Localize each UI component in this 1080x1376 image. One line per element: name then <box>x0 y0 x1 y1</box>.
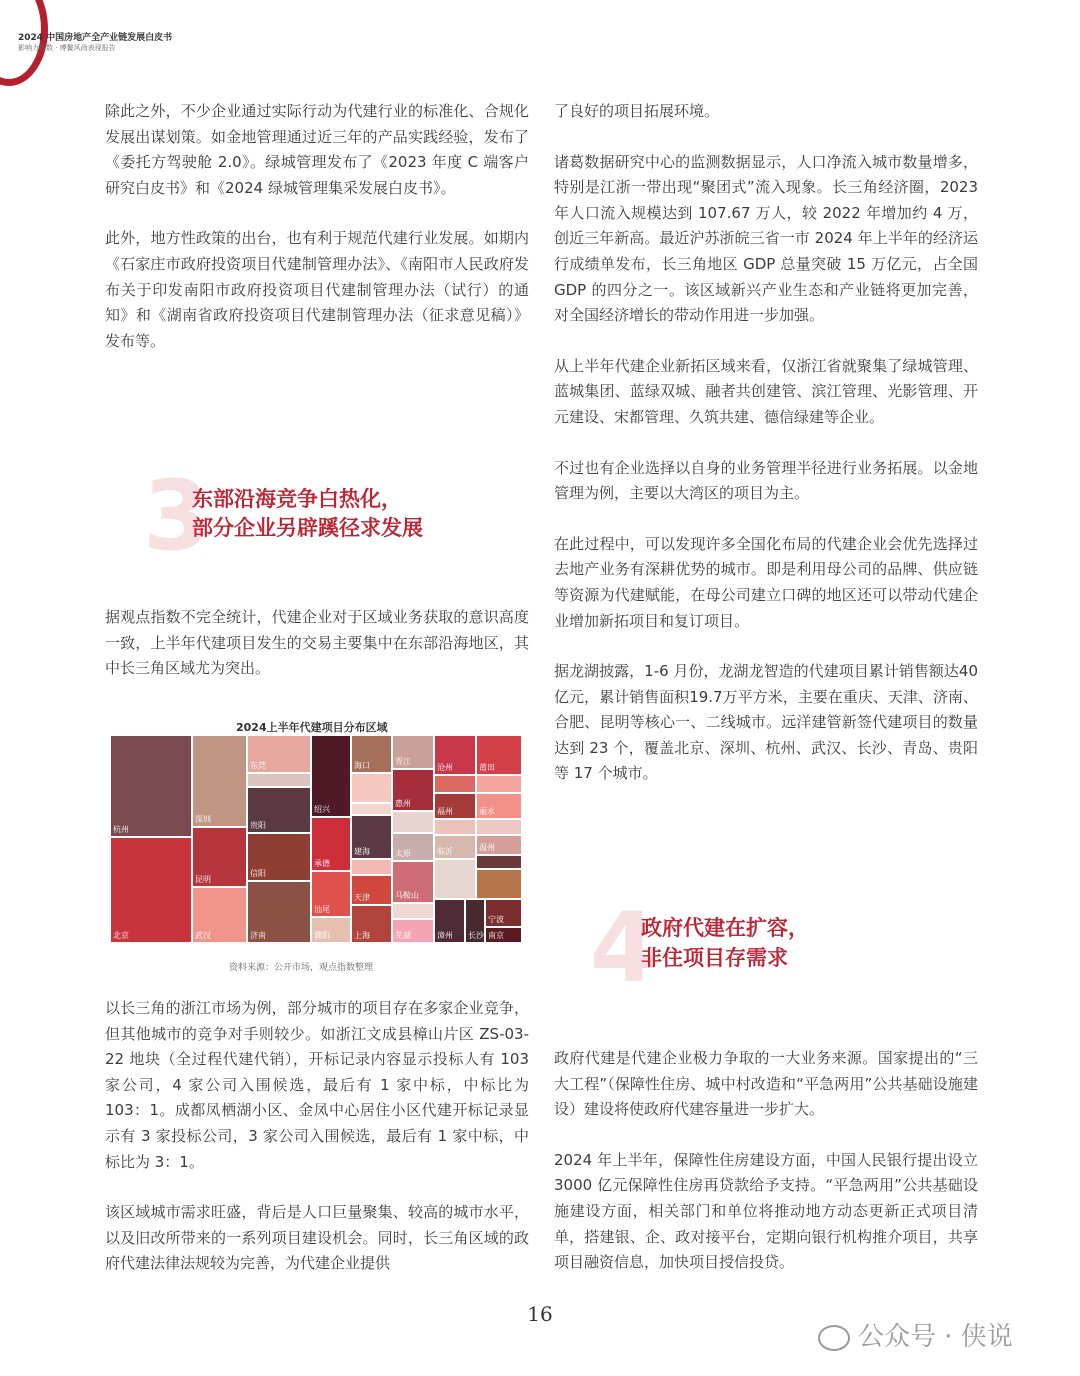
treemap-label: 天津 <box>354 893 370 902</box>
treemap-cell <box>434 775 476 793</box>
header-subtitle: 影响力指数 · 博鳌风尚表现报告 <box>18 44 116 52</box>
treemap-cell <box>476 775 522 793</box>
paragraph: 了良好的项目拓展环境。 <box>554 102 720 120</box>
treemap-label: 东莞 <box>250 761 266 770</box>
treemap-cell <box>392 833 434 861</box>
page-number: 16 <box>527 1302 553 1326</box>
section-title-3-line1: 东部沿海竞争白热化， <box>192 487 402 511</box>
treemap-cell <box>247 833 311 881</box>
treemap-label: 惠州 <box>395 799 411 808</box>
treemap-cell <box>192 827 247 887</box>
chart-title: 2024上半年代建项目分布区域 <box>236 721 388 734</box>
paragraph: 2024 年上半年，保障性住房建设方面，中国人民银行提出设立 3000 亿元保障性住房再贷款给予支持。“平急两用”公共基础设施建设方面，相关部门和单位将推动地方动态更新正式项目清单，搭建银、企、政对接平台，定期向银行机构推介项目，共享项目融资信息，加快项目授信投贷。 <box>554 1150 978 1272</box>
treemap-cell <box>351 905 392 943</box>
treemap-cell <box>434 793 476 819</box>
treemap-cell <box>351 735 392 773</box>
treemap-cell <box>351 773 392 803</box>
treemap-cell <box>351 815 392 859</box>
treemap-cell <box>485 927 522 943</box>
treemap-cell <box>192 887 247 943</box>
watermark-text: 公众号 · 侠说 <box>858 1322 1013 1352</box>
treemap-label: 南京 <box>488 931 504 940</box>
treemap-cell <box>392 735 434 769</box>
treemap-label: 海口 <box>354 761 370 770</box>
treemap-label: 信阳 <box>250 869 266 878</box>
section-title-4-line2: 非住项目存需求 <box>641 946 788 970</box>
treemap-label: 晋江 <box>395 757 411 766</box>
treemap-cell <box>476 793 522 819</box>
treemap-cell <box>247 881 311 943</box>
paragraph: 据龙湖披露，1-6 月份，龙湖龙智造的代建项目累计销售额达40亿元，累计销售面积19.7万平方米，主要在重庆、天津、济南、合肥、昆明等核心一、二线城市。远洋建管新签代建项目的数量达到 23 个，覆盖北京、深圳、杭州、武汉、长沙、青岛、贵阳等 17 个城市。 <box>554 662 978 783</box>
wechat-icon <box>818 1325 850 1351</box>
paragraph: 诸葛数据研究中心的监测数据显示，人口净流入城市数量增多，特别是江浙一带出现“聚团式”流入现象。长三角经济圈，2023 年人口流入规模达到 107.67 万人，较 2022 年增加约 4 万，创近三年新高。最近沪苏浙皖三省一市 2024 年上半年的经济运行成绩单发布，长三角地区 GDP 总量突破 15 万亿元，占全国 GDP 的四分之一。该区域新兴产业生态和产业链将更加完善，对全国经济增长的带动作用进一步加强。 <box>554 152 978 325</box>
treemap-chart <box>110 735 522 943</box>
treemap-label: 福州 <box>437 807 453 816</box>
treemap-label: 漳州 <box>437 931 453 940</box>
treemap-cell <box>485 899 522 927</box>
treemap-label: 沧州 <box>437 763 453 772</box>
treemap-label: 昆明 <box>195 875 211 884</box>
treemap-cell <box>434 735 476 775</box>
right-top-text <box>554 99 978 812</box>
treemap-label: 临沂 <box>437 847 453 856</box>
treemap-cell <box>465 899 485 943</box>
treemap-cell <box>192 735 247 827</box>
treemap-label: 温州 <box>479 843 495 852</box>
treemap-cell <box>476 735 522 775</box>
treemap-label: 上海 <box>354 931 370 940</box>
paragraph: 不过也有企业选择以自身的业务管理半径进行业务拓展。以金地管理为例，主要以大湾区的项目为主。 <box>554 458 978 503</box>
treemap-label: 武汉 <box>195 931 211 940</box>
section-title-4-line1: 政府代建在扩容， <box>641 916 809 940</box>
treemap-cell <box>434 859 476 899</box>
treemap-cell <box>392 919 434 943</box>
section-number-3: 3 <box>143 460 210 572</box>
header-title: 2024 中国房地产全产业链发展白皮书 <box>18 33 173 43</box>
treemap-cell <box>476 819 522 835</box>
treemap-cell <box>110 735 192 837</box>
treemap-label: 杭州 <box>113 825 129 834</box>
treemap-label: 汕尾 <box>314 905 330 914</box>
treemap-cell <box>476 869 522 899</box>
paragraph: 从上半年代建企业新拓区域来看，仅浙江省就聚集了绿城管理、蓝城集团、蓝绿双城、融者共创建管、滨江管理、光影管理、开元建设、宋都管理、久筑共建、德信绿建等企业。 <box>554 356 978 426</box>
paragraph: 除此之外，不少企业通过实际行动为代建行业的标准化、合规化发展出谋划策。如金地管理通过近三年的产品实践经验，发布了《委托方驾驶舱 2.0》。绿城管理发布了《2023 年度 C 端客户研究白皮书》和《2024 绿城管理集采发展白皮书》。 <box>105 102 529 197</box>
treemap-cell <box>434 835 476 859</box>
treemap-label: 濮阳 <box>314 931 330 940</box>
treemap-cell <box>247 773 311 787</box>
left-mid-text <box>105 605 529 707</box>
treemap-label: 承德 <box>314 859 330 868</box>
paragraph: 以长三角的浙江市场为例，部分城市的项目存在多家企业竞争，但其他城市的竞争对手则较少。如浙江文成县樟山片区 ZS-03-22 地块（全过程代建代销），开标记录内容显示投标人有 103 家公司，4 家公司入围候选，最后有 1 家中标，中标比为 103：1。成都凤栖湖小区、金凤中心居住小区代建开标记录显示有 3 家投标公司，3 家公司入围候选，最后有 1 家中标，中标比为 3：1。 <box>105 999 529 1171</box>
treemap-cell <box>351 803 392 815</box>
treemap-label: 绍兴 <box>314 805 330 814</box>
section-number-4: 4 <box>590 892 657 1004</box>
treemap-cell <box>311 817 351 871</box>
treemap-label: 贵阳 <box>250 821 266 830</box>
treemap-cell <box>392 811 434 833</box>
paragraph: 在此过程中，可以发现许多全国化布局的代建企业会优先选择过去地产业务有深耕优势的城市。即是利用母公司的品牌、供应链等资源为代建赋能，在母公司建立口碑的地区还可以带动代建企业增加新拓项目和复订项目。 <box>554 534 978 630</box>
treemap-cell <box>434 899 465 943</box>
treemap-label: 建海 <box>354 847 370 856</box>
treemap-label: 济南 <box>250 931 266 940</box>
treemap-cell <box>311 871 351 917</box>
treemap-cell <box>311 917 351 943</box>
treemap-label: 马鞍山 <box>395 891 419 900</box>
paragraph: 政府代建是代建企业极力争取的一大业务来源。国家提出的“三大工程”（保障性住房、城中村改造和“平急两用”公共基础设施建设）建设将使政府代建容量进一步扩大。 <box>554 1049 978 1119</box>
section-title-3-line2: 部分企业另辟蹊径求发展 <box>192 516 423 540</box>
treemap-cell <box>476 835 522 855</box>
treemap-cell <box>392 861 434 903</box>
left-bottom-text <box>105 996 529 1302</box>
paragraph: 据观点指数不完全统计，代建企业对于区域业务获取的意识高度一致，上半年代建项目发生的交易主要集中在东部沿海地区，其中长三角区域尤为突出。 <box>105 608 529 678</box>
paragraph: 该区域城市需求旺盛，背后是人口巨量聚集、较高的城市水平，以及旧改所带来的一系列项目建设机会。同时，长三角区域的政府代建法律法规较为完善，为代建企业提供 <box>105 1203 529 1273</box>
treemap-label: 宁波 <box>488 915 504 924</box>
treemap-label: 深圳 <box>195 815 211 824</box>
treemap-label: 芜湖 <box>395 931 411 940</box>
watermark <box>818 1316 1013 1353</box>
chart-source: 资料来源：公开市场，观点指数整理 <box>229 963 374 973</box>
treemap-cell <box>351 859 392 875</box>
treemap-cell <box>476 855 522 869</box>
treemap-cell <box>110 837 192 943</box>
right-bottom-text <box>554 1046 978 1301</box>
treemap-cell <box>434 819 476 835</box>
treemap-label: 太原 <box>395 849 411 858</box>
treemap-label: 长沙 <box>468 931 484 940</box>
treemap-cell <box>351 875 392 905</box>
treemap-label: 丽水 <box>479 807 495 816</box>
treemap-cell <box>392 769 434 811</box>
treemap-label: 北京 <box>113 931 129 940</box>
paragraph: 此外，地方性政策的出台，也有利于规范代建行业发展。如期内《石家庄市政府投资项目代建制管理办法》、《南阳市人民政府发布关于印发南阳市政府投资项目代建制管理办法（试行）的通知》和《湖南省政府投资项目代建制管理办法（征求意见稿）》发布等。 <box>105 229 529 350</box>
treemap-label: 莆田 <box>479 763 495 772</box>
treemap-cell <box>247 735 311 773</box>
left-top-text <box>105 99 529 379</box>
treemap-cell <box>392 903 434 919</box>
treemap-cell <box>311 735 351 817</box>
treemap-cell <box>247 787 311 833</box>
